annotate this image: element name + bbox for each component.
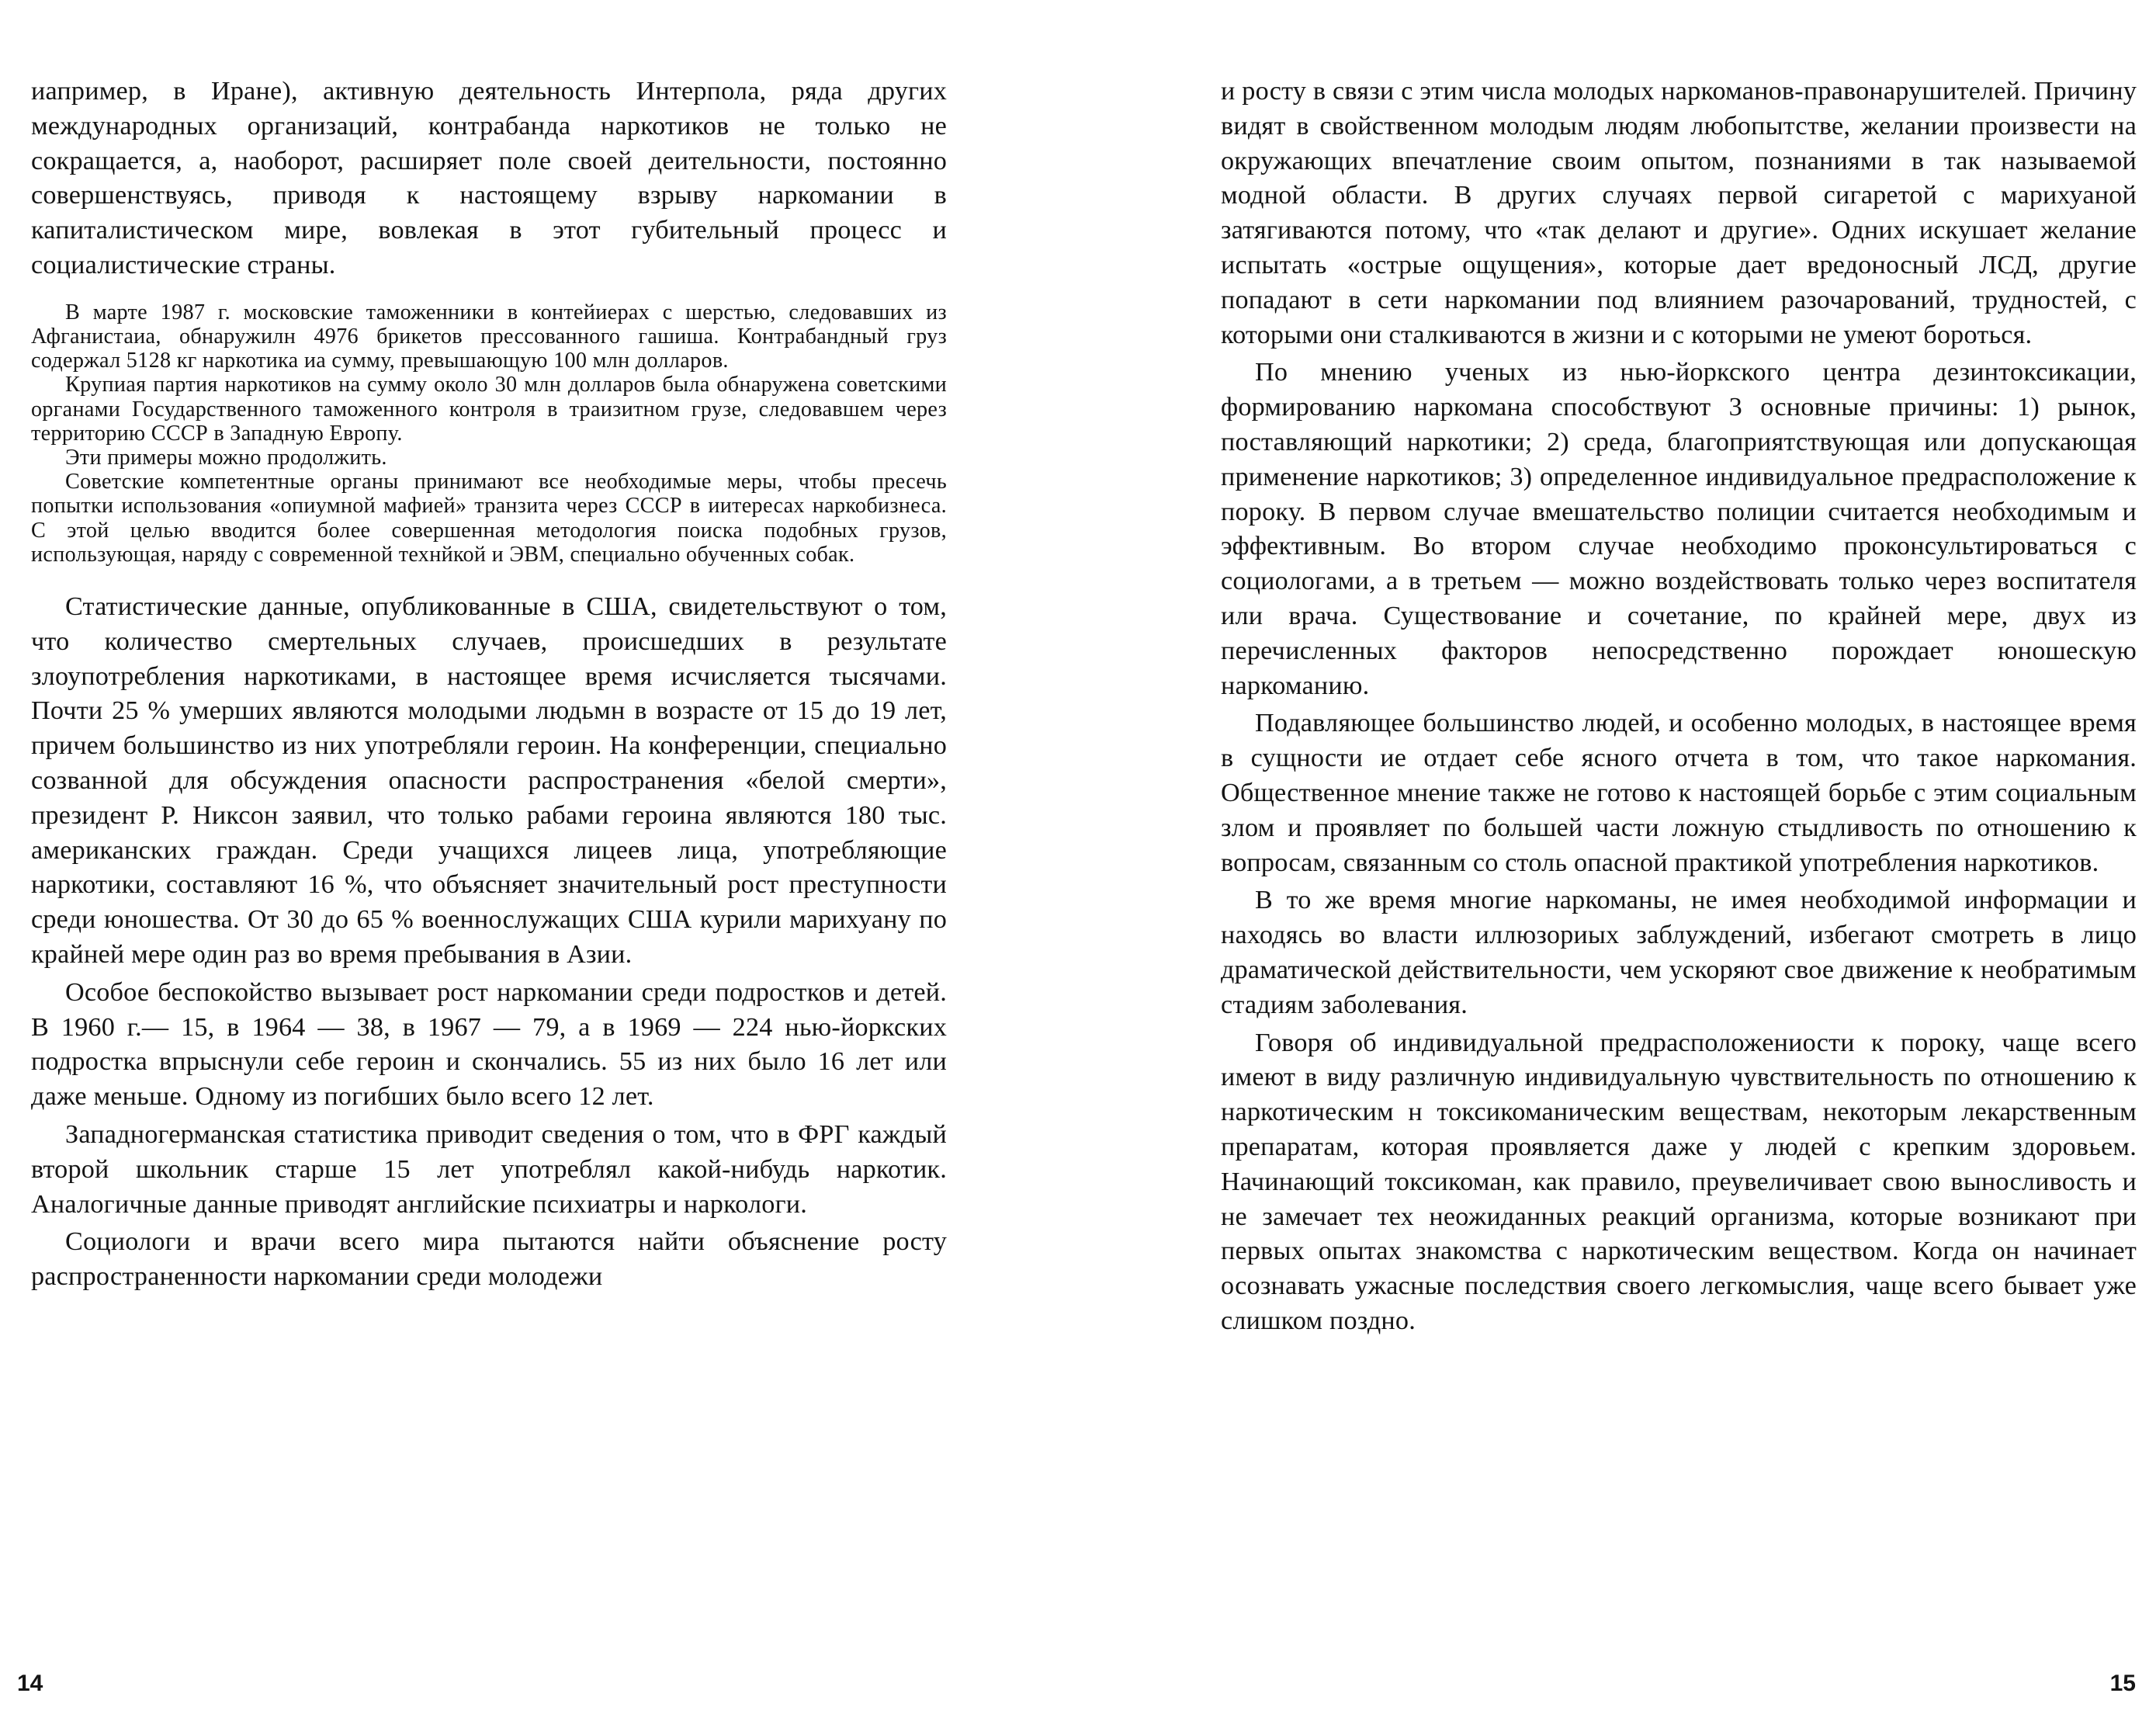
paragraph: Социологи и врачи всего мира пытаются найти объяснение росту распространенности наркомании среди молодежи <box>31 1227 947 1292</box>
paragraph: Западногерманская статистика приводит сведения о том, что в ФРГ каждый второй школьник старше 15 лет употреблял какой-нибудь наркотик. Аналогичные данные приводят английские психиатры и наркологи. <box>31 1119 947 1219</box>
page-number-left: 14 <box>17 1671 43 1696</box>
paragraph: и росту в связи с этим числа молодых наркоманов-правонарушителей. Причину видят в свойственном молодым людям любопытстве, желании произвести на окружающих впечатление своим опытом, познаниями в так называемой модной области. В других случаях первой сигаретой с марихуаной затягиваются потому, что «так делают и другие». Одних искушает желание испытать «острые ощущения», которые дает вредоносный ЛСД, другие попадают в сети наркомании под влиянием разочарований, трудностей, с которыми они сталкиваются в жизни и с которыми не умеют бороться. <box>1221 77 2137 349</box>
right-page <box>1078 0 2156 1714</box>
note-paragraph: Крупиая партия наркотиков на сумму около 30 млн долларов была обнаружена советскими органами Государственного таможенного контроля в траизитном грузе, следовавшем через территорию СССР в Западную Европу. <box>31 373 947 446</box>
paragraph: Подавляющее большинство людей, и особенно молодых, в настоящее время в сущности ие отдает себе ясного отчета в том, что такое наркомания. Общественное мнение также не готово к настоящей борьбе с этим социальным злом и проявляет по большей части ложную стыдливость по отношению к вопросам, связанным со столь опасной практикой употребления наркотиков. <box>1221 709 2137 877</box>
small-print-note-block <box>31 300 947 567</box>
left-page-text-column <box>31 75 947 1298</box>
paragraph: Особое беспокойство вызывает рост наркомании среди подростков и детей. В 1960 г.— 15, в 1964 — 38, в 1967 — 79, а в 1969 — 224 нью-йоркских подростка впрыснули себе героин и скончались. 55 из них было 16 лет или даже меньше. Одному из погибших было всего 12 лет. <box>31 977 947 1112</box>
page-number-right: 15 <box>2109 1671 2136 1696</box>
note-paragraph: В марте 1987 г. московские таможенники в контейиерах с шерстью, следовавших из Афганистаиа, обнаружилн 4976 брикетов прессованного гашиша. Контрабандный груз содержал 5128 кг наркотика иа сумму, превышающую 100 млн долларов. <box>31 300 947 373</box>
note-paragraph: Эти примеры можно продолжить. <box>65 446 387 470</box>
paragraph: По мнению ученых из нью-йоркского центра дезинтоксикации, формированию наркомана способствуют 3 основные причины: 1) рынок, поставляющий наркотики; 2) среда, благоприятствующая или допускающая применение наркотиков; 3) определенное индивидуальное предрасположение к пороку. В первом случае вмешательство полиции считается необходимым и эффективным. Во втором случае необходимо проконсультироваться с социологами, а в третьем — можно воздействовать только через воспитателя или врача. Существование и сочетание, по крайней мере, двух из перечисленных факторов непосредственно порождает юношескую наркоманию. <box>1221 358 2137 700</box>
paragraph: В то же время многие наркоманы, не имея необходимой информации и находясь во власти иллюзориых заблуждений, избегают смотреть в лицо драматической действительности, чем ускоряют свое движение к необратимым стадиям заболевания. <box>1221 886 2137 1019</box>
right-page-text-column <box>1221 75 2137 1342</box>
paragraph: иапример, в Иране), активную деятельность Интерпола, ряда других международных организаций, контрабанда наркотиков не только не сокращается, а, наоборот, расширяет поле своей деительности, постоянно совершенствуясь, приводя к настоящему взрыву наркомании в капиталистическом мире, вовлекая в этот губительный процесс и социалистические страны. <box>31 77 947 279</box>
note-paragraph: Советские компетентные органы принимают все необходимые меры, чтобы пресечь попытки использования «опиумной мафией» транзита через СССР в иитересах наркобизнеса. С этой целью вводится более совершенная методология поиска подобных грузов, использующая, наряду с современной технйкой и ЭВМ, специально обученных собак. <box>31 470 947 567</box>
paragraph: Говоря об индивидуальной предрасположениости к пороку, чаще всего имеют в виду различную индивидуальную чувствительность по отношению к наркотическим н токсикоманическим веществам, некоторым лекарственным препаратам, которая проявляется даже у людей с крепким здоровьем. Начинающий токсикоман, как правило, преувеличивает свою выносливость и не замечает тех неожиданных реакций организма, которые возникают при первых опытах знакомства с наркотическим веществом. Когда он начинает осознавать ужасные последствия своего легкомыслия, чаще всего бывает уже слишком поздно. <box>1221 1028 2137 1335</box>
paragraph: Статистические данные, опубликованные в США, свидетельствуют о том, что количество смертельных случаев, происшедших в результате злоупотребления наркотиками, в настоящее время исчисляется тысячами. Почти 25 % умерших являются молодыми людьмн в возрасте от 15 до 19 лет, причем большинство из них употребляли героин. На конференции, специально созванной для обсуждения опасности распространения «белой смерти», президент Р. Никсон заявил, что только рабами героина являются 180 тыс. американских граждан. Среди учащихся лицеев лица, употребляющие наркотики, составляют 16 %, что объясняет значительный рост преступности среди юношества. От 30 до 65 % военнослужащих США курили марихуану по крайней мере один раз во время пребывания в Азии. <box>31 592 947 969</box>
